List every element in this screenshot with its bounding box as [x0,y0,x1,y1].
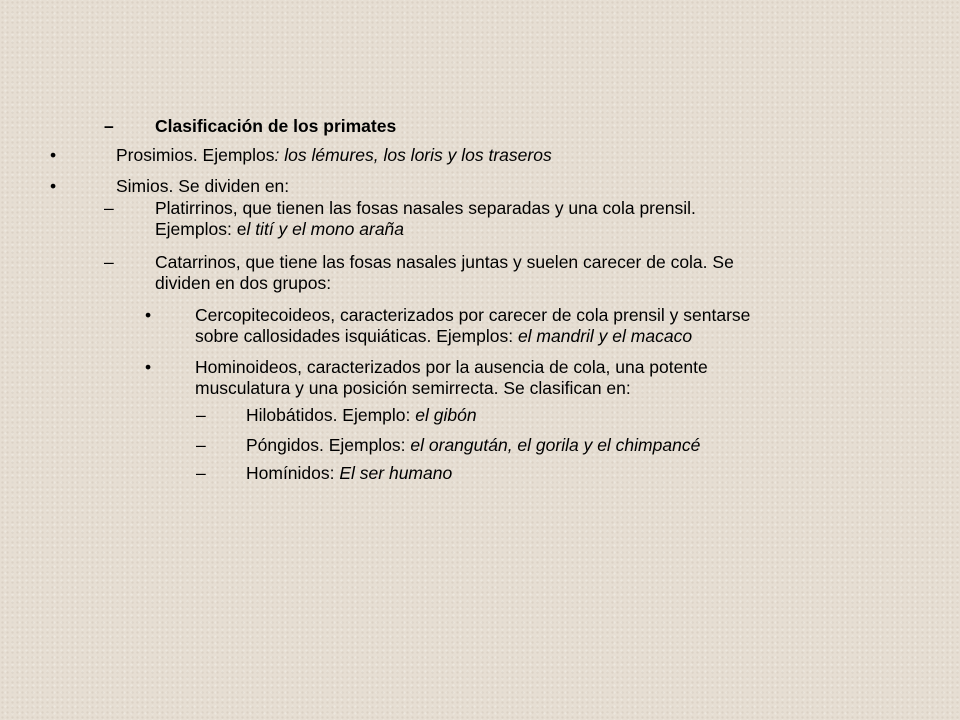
list-item-hominoideos [0,357,960,401]
item-text [246,405,477,426]
dash-marker: – [196,405,206,425]
bullet-marker: • [50,145,57,165]
item-plain-text: Prosimios. Ejemplos [116,145,275,165]
item-examples-text: el gibón [415,405,477,425]
item-text-line2: dividen en dos grupos: [155,273,332,293]
item-text-line1: Cercopitecoideos, caracterizados por carecer de cola prensil y sentarse [195,305,751,325]
heading-text: Clasificación de los primates [155,116,397,136]
item-plain-text: sobre callosidades isquiáticas. Ejemplos: [195,326,518,346]
item-text-line2: musculatura y una posición semirrecta. Se clasifican en: [195,378,631,398]
item-text: Simios. Se dividen en: [116,176,290,196]
bullet-marker: • [145,357,152,377]
list-item-cercopitecoideos [0,305,960,349]
item-plain-text: Ejemplos: e [155,219,247,239]
dash-marker: – [104,252,114,272]
item-text-line1: Hominoideos, caracterizados por la ausencia de cola, una potente [195,357,708,377]
item-examples-text: el mandril y el macaco [517,326,693,346]
dash-marker: – [104,116,114,136]
item-examples-text: El ser humano [339,463,453,483]
item-text-line2 [155,219,404,240]
item-text-line1: Platirrinos, que tienen las fosas nasales separadas y una cola prensil. [155,198,696,218]
list-item-catarrinos [0,252,960,296]
item-plain-text: Póngidos. Ejemplos: [246,435,411,455]
item-plain-text: Homínidos: [246,463,340,483]
bullet-marker: • [145,305,152,325]
item-text [116,145,552,166]
bullet-marker: • [50,176,57,196]
item-text-line1: Catarrinos, que tiene las fosas nasales juntas y suelen carecer de cola. Se [155,252,734,272]
dash-marker: – [104,198,114,218]
item-plain-text: Hilobátidos. Ejemplo: [246,405,416,425]
item-examples-text: l tití y el mono araña [246,219,405,239]
item-text [246,435,700,456]
list-item-platirrinos [0,198,960,242]
item-examples-text: : los lémures, los loris y los traseros [274,145,552,165]
item-text [246,463,452,484]
dash-marker: – [196,435,206,455]
item-examples-text: el orangután, el gorila y el chimpancé [410,435,701,455]
dash-marker: – [196,463,206,483]
item-text-line2 [195,326,692,347]
